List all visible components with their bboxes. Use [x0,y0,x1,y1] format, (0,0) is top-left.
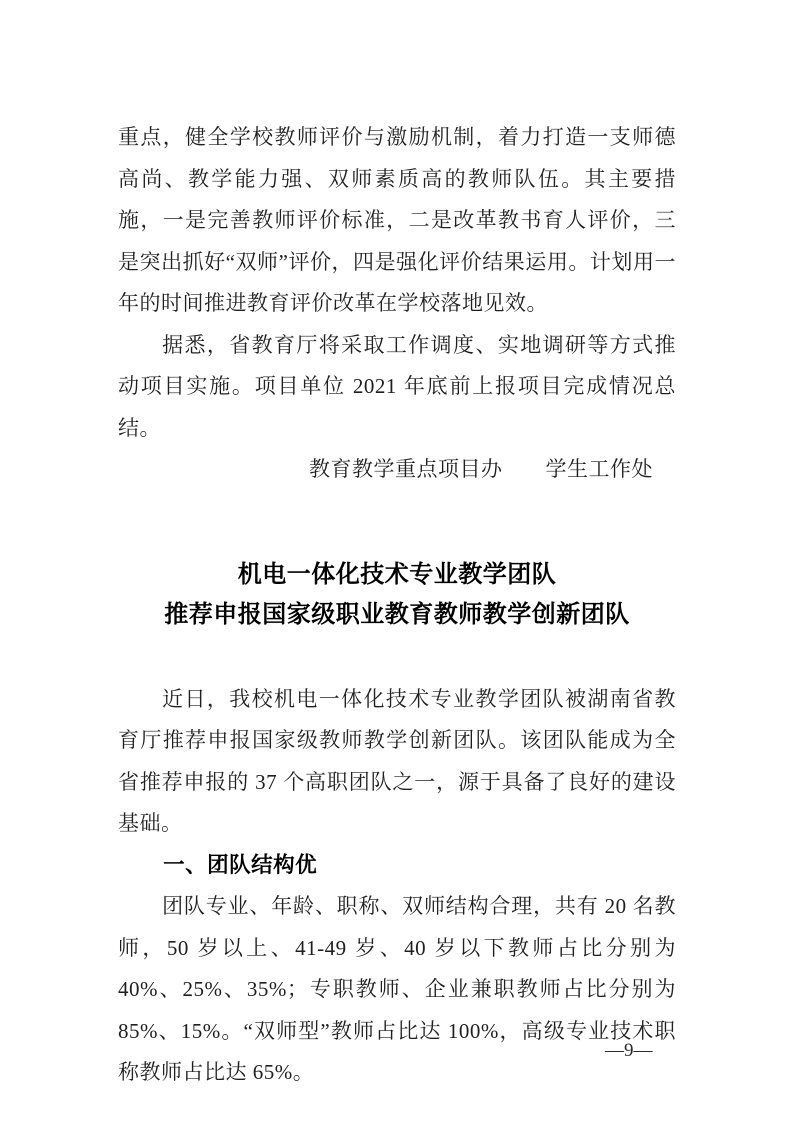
continuation-paragraph: 重点，健全学校教师评价与激励机制，着力打造一支师德高尚、教学能力强、双师素质高的教师队伍。其主要措施，一是完善教师评价标准，二是改革教书育人评价，三是突出抓好“双师”评价，四是强化评价结果运用。计划用一年的时间推进教育评价改革在学校落地见效。 [118,125,676,315]
article-intro-paragraph: 近日，我校机电一体化技术专业教学团队被湖南省教育厅推荐申报国家级教师教学创新团队。该团队能成为全省推荐申报的 37 个高职团队之一，源于具备了良好的建设基础。 [118,686,676,835]
notice-paragraph: 据悉，省教育厅将采取工作调度、实地调研等方式推动项目实施。项目单位 2021 年底前上报项目完成情况总结。 [118,332,676,440]
section-1-paragraph: 团队专业、年龄、职称、双师结构合理，共有 20 名教师，50 岁以上、41-49 岁、40 岁以下教师占比分别为 40%、25%、35%；专职教师、企业兼职教师占比分别为 85%、15%。“双师型”教师占比达 100%，高级专业技术职称教师占比达 65%。 [118,894,676,1084]
article-title-line-1: 机电一体化技术专业教学团队 [237,560,557,588]
section-1-heading: 一、团队结构优 [163,852,318,877]
page-number: —9— [605,1040,653,1061]
page-content [118,117,676,1094]
article-title-line-2: 推荐申报国家级职业教育教师教学创新团队 [164,600,630,628]
article-title [118,555,676,635]
signature-line: 教育教学重点项目办 学生工作处 [309,457,653,481]
